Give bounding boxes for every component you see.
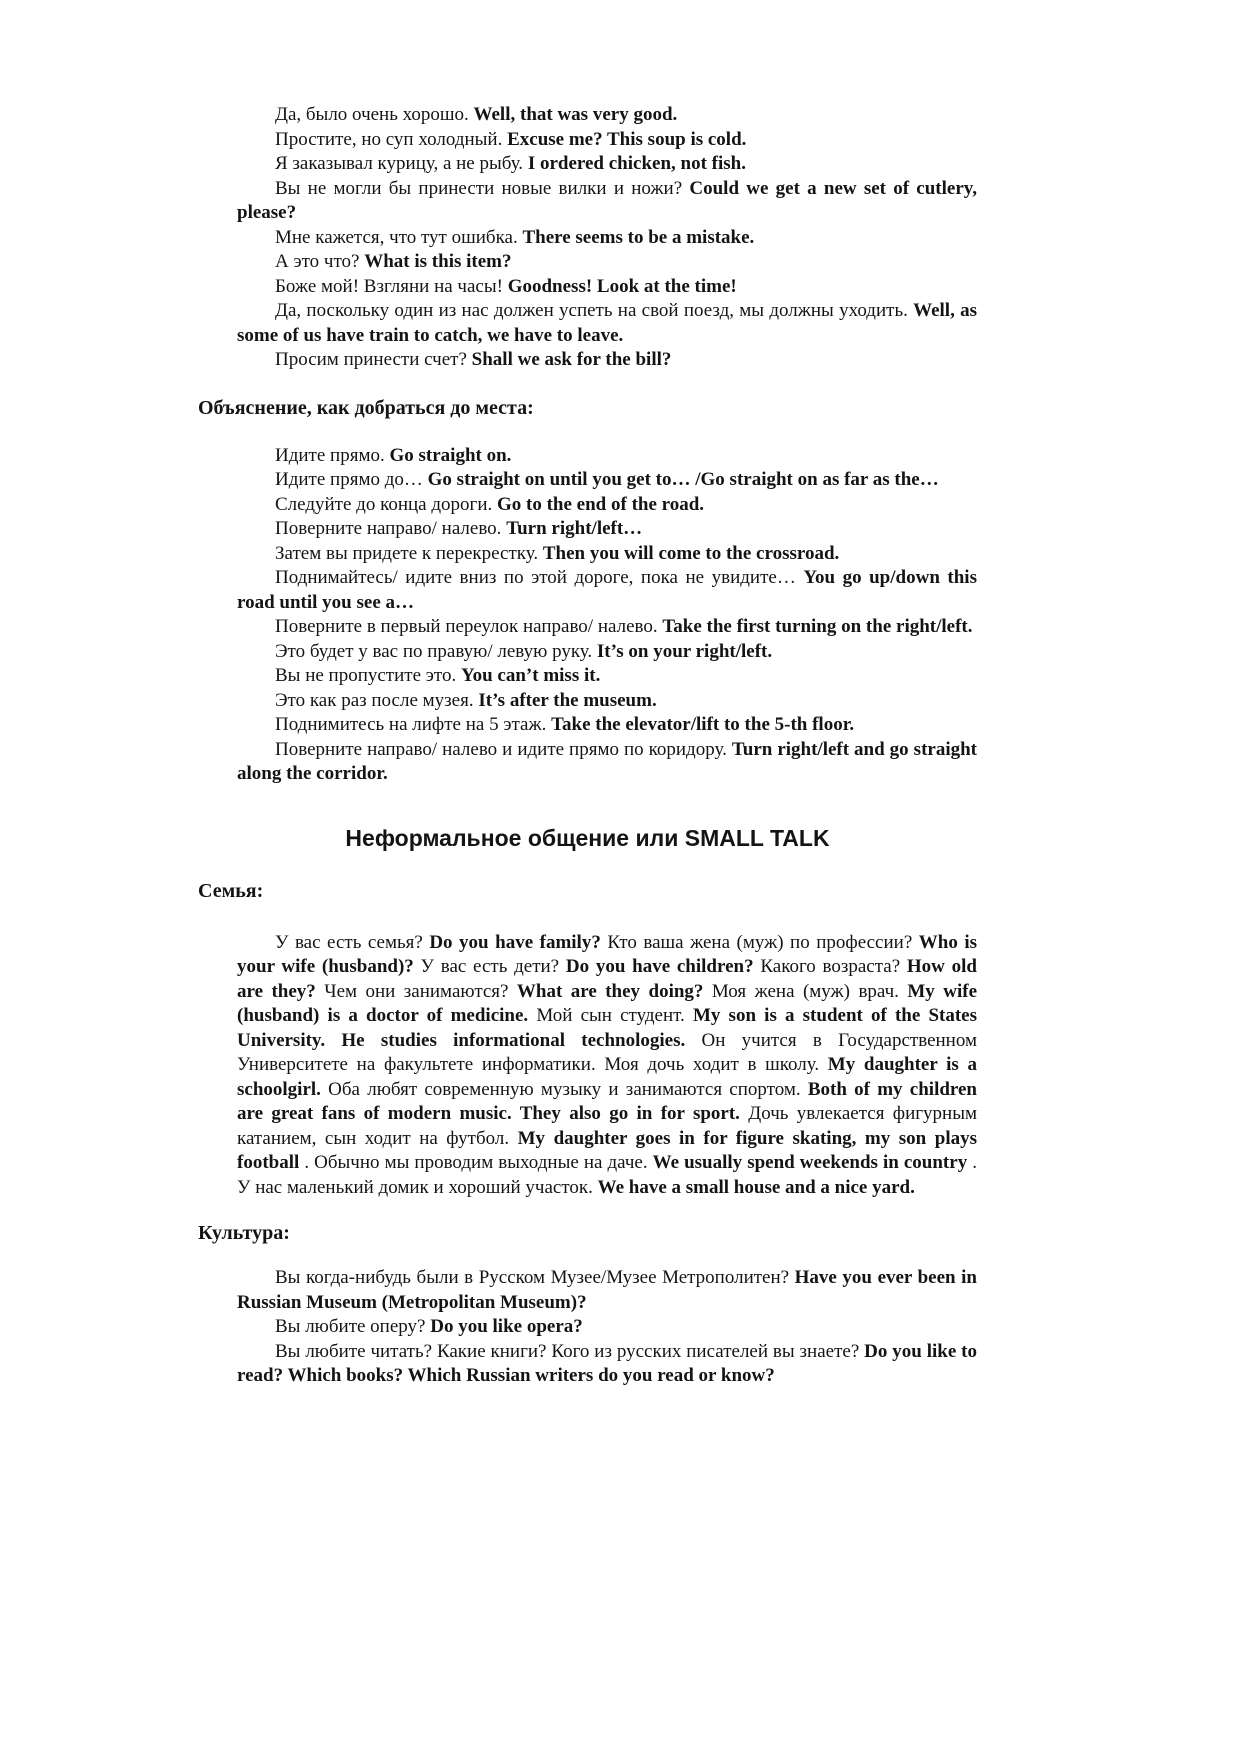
phrase-line <box>198 615 977 640</box>
russian-text: Мне кажется, что тут ошибка. <box>275 226 523 248</box>
english-text: Goodness! Look at the time! <box>507 275 737 297</box>
russian-text: Оба любят современную музыку и занимаются спортом. <box>328 1078 808 1100</box>
directions-phrases-section <box>198 444 977 787</box>
phrase-line <box>198 250 977 275</box>
phrase-line <box>198 468 977 493</box>
phrase-line <box>198 128 977 153</box>
english-text: Do you have children? <box>565 956 761 977</box>
russian-text: Идите прямо до… <box>275 469 428 490</box>
russian-text: Вы любите читать? Какие книги? Кого из русских писателей вы знаете? <box>275 1340 865 1362</box>
russian-text: У вас есть дети? <box>420 956 566 977</box>
english-text: You go up/down this road until you see a… <box>237 567 977 613</box>
english-text: It’s on your right/left. <box>596 640 773 662</box>
russian-text: Дочь увлекается фигурным катанием, сын ходит на футбол. <box>237 1103 977 1149</box>
russian-text: Затем вы придете к перекрестку. <box>275 542 543 564</box>
phrase-line <box>198 640 977 665</box>
phrase-line <box>198 444 977 469</box>
phrase-line <box>198 1266 977 1315</box>
english-text: We usually spend weekends in country <box>652 1152 973 1173</box>
english-text: My daughter goes in for figure skating, my son plays football <box>237 1127 977 1173</box>
russian-text: Кто ваша жена (муж) по профессии? <box>607 931 919 953</box>
russian-text: Вы любите оперу? <box>275 1316 431 1337</box>
russian-text: . Обычно мы проводим выходные на даче. <box>304 1152 653 1173</box>
english-text: Turn right/left… <box>506 518 643 539</box>
english-text: Both of my children are great fans of modern music. They also go in for sport. <box>237 1078 977 1124</box>
phrase-line <box>198 275 977 300</box>
russian-text: Боже мой! Взгляни на часы! <box>275 275 508 297</box>
phrase-line <box>198 493 977 518</box>
phrase-line <box>198 103 977 128</box>
english-text: There seems to be a mistake. <box>522 226 755 248</box>
russian-text: Это будет у вас по правую/ левую руку. <box>275 640 597 662</box>
english-text: Well, that was very good. <box>473 104 678 125</box>
russian-text: Просим принести счет? <box>275 349 472 370</box>
small-talk-title: Неформальное общение или SMALL TALK <box>345 824 830 851</box>
phrase-line <box>198 226 977 251</box>
russian-text: Да, поскольку один из нас должен успеть на свой поезд, мы должны уходить. <box>275 300 914 321</box>
russian-text: Он учится в Государственном Университете на факультете информатики. Моя дочь ходит в школу. <box>237 1029 977 1075</box>
directions-heading: Объяснение, как добраться до места: <box>198 396 534 419</box>
russian-text: Следуйте до конца дороги. <box>275 493 497 515</box>
english-text: Well, as some of us have train to catch, we have to leave. <box>237 300 977 346</box>
english-text: Do you like opera? <box>430 1316 583 1337</box>
russian-text: Я заказывал курицу, а не рыбу. <box>275 153 528 174</box>
culture-phrases-section <box>198 1266 977 1389</box>
russian-text: Поверните направо/ налево. <box>275 518 507 539</box>
english-text: My son is a student of the States University. He studies informational technologies. <box>237 1005 978 1051</box>
english-text: Shall we ask for the bill? <box>471 349 672 370</box>
english-text: Go to the end of the road. <box>497 493 705 515</box>
english-text: Have you ever been in Russian Museum (Metropolitan Museum)? <box>237 1267 977 1313</box>
family-heading: Семья: <box>198 879 264 902</box>
russian-text: Вы не пропустите это. <box>275 665 461 686</box>
russian-text: А это что? <box>275 251 365 272</box>
english-text: Could we get a new set of cutlery, please? <box>237 177 977 223</box>
english-text: I ordered chicken, not fish. <box>527 153 746 174</box>
russian-text: Простите, но суп холодный. <box>275 128 508 150</box>
english-text: Excuse me? This soup is cold. <box>507 128 747 150</box>
phrase-line <box>198 738 977 787</box>
russian-text: Поднимайтесь/ идите вниз по этой дороге, пока не увидите… <box>275 567 804 588</box>
english-text: What are they doing? <box>516 980 712 1002</box>
phrase-line <box>198 566 977 615</box>
english-text: Turn right/left and go straight along the corridor. <box>237 738 977 784</box>
russian-text: Вы не могли бы принести новые вилки и ножи? <box>275 177 690 199</box>
phrase-line <box>198 517 977 542</box>
phrase-line <box>198 542 977 567</box>
phrase-line <box>198 664 977 689</box>
phrase-line <box>198 713 977 738</box>
russian-text: Поверните в первый переулок направо/ налево. <box>275 616 663 637</box>
phrase-line <box>198 152 977 177</box>
english-text: You can’t miss it. <box>460 665 601 686</box>
phrase-line <box>198 348 977 373</box>
english-text: Do you like to read? Which books? Which Russian writers do you read or know? <box>237 1340 977 1386</box>
english-text: Go straight on. <box>389 444 512 466</box>
phrase-line <box>198 1315 977 1340</box>
english-text: We have a small house and a nice yard. <box>597 1176 915 1198</box>
english-text: It’s after the museum. <box>478 689 657 711</box>
english-text: Do you have family? <box>429 931 608 953</box>
english-text: How old are they? <box>237 956 977 1002</box>
russian-text: Моя жена (муж) врач. <box>711 980 908 1002</box>
english-text: Go straight on until you get to… /Go straight on as far as the… <box>427 469 939 490</box>
english-text: My wife (husband) is a doctor of medicine. <box>237 980 977 1026</box>
russian-text: Поверните направо/ налево и идите прямо по коридору. <box>275 738 732 760</box>
culture-heading: Культура: <box>198 1222 290 1244</box>
family-paragraph <box>198 931 977 1201</box>
phrase-line <box>198 299 977 348</box>
russian-text: Поднимитесь на лифте на 5 этаж. <box>275 714 552 735</box>
english-text: What is this item? <box>364 251 512 272</box>
russian-text: У вас есть семья? <box>275 931 430 953</box>
russian-text: Вы когда-нибудь были в Русском Музее/Музее Метрополитен? <box>275 1267 795 1288</box>
russian-text: Чем они занимаются? <box>324 980 517 1002</box>
phrase-line <box>198 1340 977 1389</box>
russian-text: Какого возраста? <box>760 956 907 977</box>
russian-text: Да, было очень хорошо. <box>275 104 474 125</box>
restaurant-phrases-section <box>198 103 977 373</box>
russian-text: Это как раз после музея. <box>275 689 479 711</box>
russian-text: Мой сын студент. <box>536 1005 693 1026</box>
english-text: My daughter is a schoolgirl. <box>237 1054 977 1100</box>
english-text: Take the first turning on the right/left. <box>662 616 973 637</box>
russian-text: . У нас маленький домик и хороший участок. <box>237 1152 977 1198</box>
english-text: Then you will come to the crossroad. <box>542 542 840 564</box>
phrase-line <box>198 689 977 714</box>
english-text: Take the elevator/lift to the 5-th floor. <box>551 714 855 735</box>
russian-text: Идите прямо. <box>275 444 390 466</box>
phrase-line <box>198 177 977 226</box>
english-text: Who is your wife (husband)? <box>237 931 978 977</box>
